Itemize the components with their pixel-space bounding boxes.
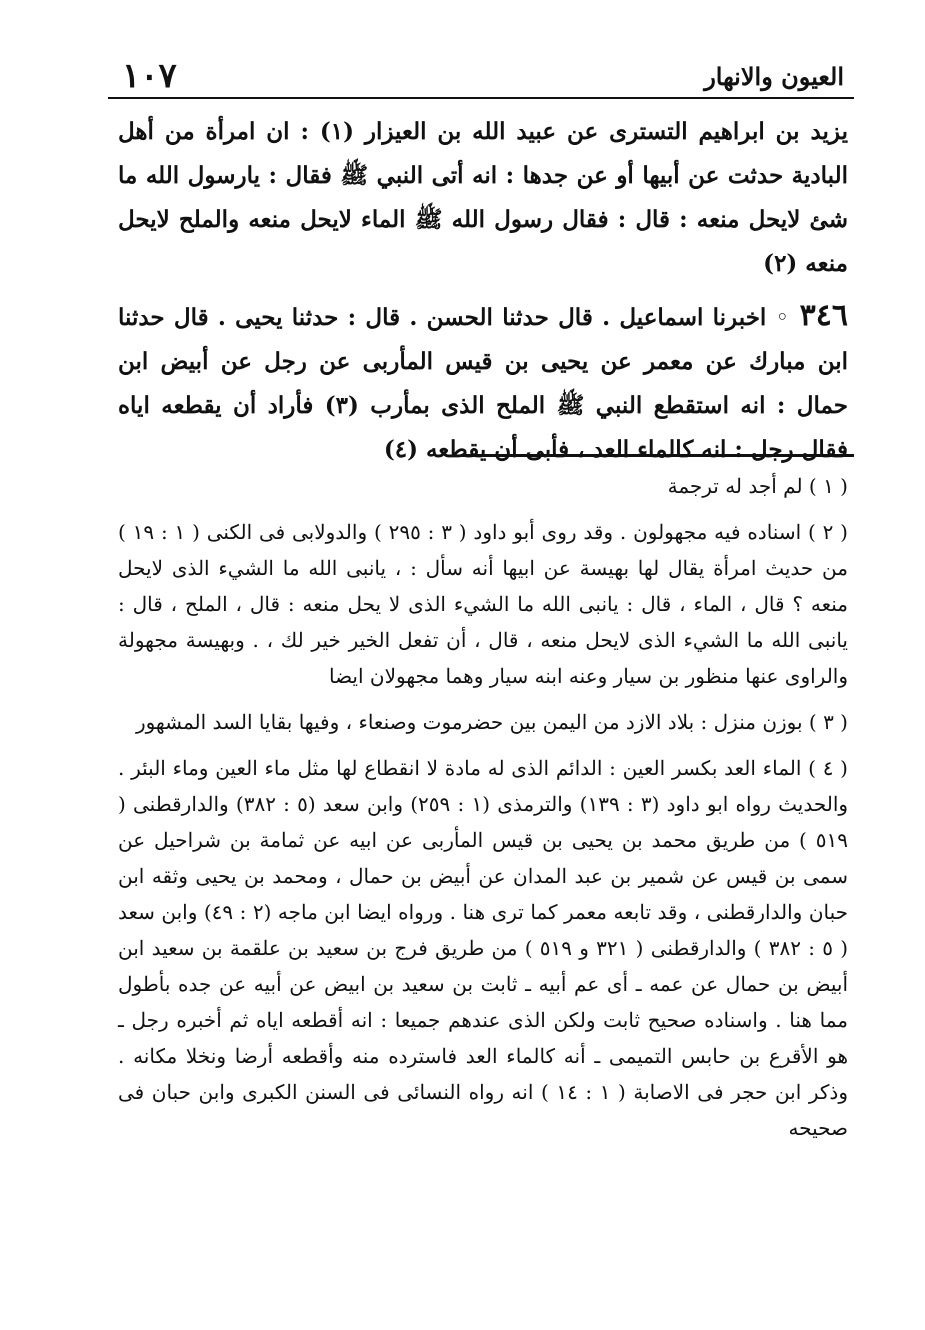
running-title: العيون والانهار — [704, 62, 844, 91]
footnote-4: ( ٤ ) الماء العد بكسر العين : الدائم الذى له مادة لا انقطاع لها مثل ماء العين وماء البئر . والحديث رواه ابو داود (٣ : ١٣٩) والترمذى (١ : ٢٥٩) وابن سعد (٥ : ٣٨٢) والدارقطنى ( ٥١٩ ) من طريق محمد بن يحيى بن قيس المأربى عن ابيه عن ثمامة بن شراحيل عن سمى بن قيس عن شمير بن عبد المدان عن أبيض بن حمال ، ومحمد بن يحيى وثقه ابن حبان والدارقطنى ، وقد تابعه معمر كما ترى هنا . ورواه ايضا ابن ماجه (٢ : ٤٩) وابن سعد ( ٥ : ٣٨٢ ) والدارقطنى ( ٣٢١ و ٥١٩ ) من طريق فرج بن سعيد بن علقمة بن سعيد ابن أبيض بن حمال عن عمه ـ أى عم أبيه ـ ثابت بن سعيد بن ابيض عن أبيه عن جده بأطول مما هنا . واسناده صحيح ثابت ولكن الذى عندهم جميعا : انه أقطعه اياه ثم أخبره رجل ـ هو الأقرع بن حابس التميمى ـ أنه كالماء العد فاسترده منه وأقطعه أرضا ونخلا مكانه . وذكر ابن حجر فى الاصابة ( ١ : ١٤ ) انه رواه النسائى فى السنن الكبرى وابن حبان فى صحيحه — [118, 756, 849, 1140]
main-paragraph-1: يزيد بن ابراهيم التسترى عن عبيد الله بن العيزار (١) : ان امرأة من أهل البادية حدثت عن أبيها أو عن جدها : انه أتى النبي ﷺ فقال : يارسول الله ما شئ لايحل منعه : قال : فقال رسول الله ﷺ الماء لايحل منعه والملح لايحل منعه (٢) — [118, 118, 849, 277]
main-paragraph-2: ٣٤٦ ◦ اخبرنا اسماعيل . قال حدثنا الحسن . قال : حدثنا يحيى . قال حدثنا ابن مبارك عن معمر عن يحيى بن قيس المأربى عن رجل عن أبيض ابن حمال : انه استقطع النبي ﷺ الملح الذى بمأرب (٣) فأراد أن يقطعه اياه فقال رجل : انه كالماء العد ، فأبى أن يقطعه (٤) — [118, 298, 848, 463]
hadith-text: اخبرنا اسماعيل . قال حدثنا الحسن . قال : حدثنا يحيى . قال حدثنا ابن مبارك عن معمر عن يحيى بن قيس المأربى عن رجل عن أبيض ابن حمال : انه استقطع النبي ﷺ الملح الذى بمأرب (٣) فأراد أن يقطعه اياه فقال رجل : انه كالماء العد ، فأبى أن يقطعه (٤) — [118, 304, 848, 463]
page-number: ١٠٧ — [122, 56, 177, 96]
footnote-rule — [462, 454, 854, 457]
footnotes — [118, 468, 848, 1156]
footnote-1: ( ١ ) لم أجد له ترجمة — [667, 474, 848, 498]
footnote-3: ( ٣ ) بوزن منزل : بلاد الازد من اليمن بين حضرموت وصنعاء ، وفيها بقايا السد المشهور — [135, 710, 848, 734]
page-header — [114, 56, 850, 98]
header-rule — [108, 97, 854, 99]
main-text — [118, 110, 848, 472]
footnote-2: ( ٢ ) اسناده فيه مجهولون . وقد روى أبو داود ( ٣ : ٢٩٥ ) والدولابى فى الكنى ( ١ : ١٩ ) من حديث امرأة يقال لها بهيسة عن ابيها أنه سأل : ، يانبى الله ما الشيء الذى لايحل منعه ؟ قال ، الماء ، قال : يانبى الله ما الشيء الذى لا يحل منعه : قال ، الملح ، قال : يانبى الله ما الشيء الذى لايحل منعه ، قال ، أن تفعل الخير خير لك ، . وبهيسة مجهولة والراوى عنها منظور بن سيار وعنه ابنه سيار وهما مجهولان ايضا — [118, 520, 848, 688]
hadith-number: ٣٤٦ — [799, 298, 848, 333]
